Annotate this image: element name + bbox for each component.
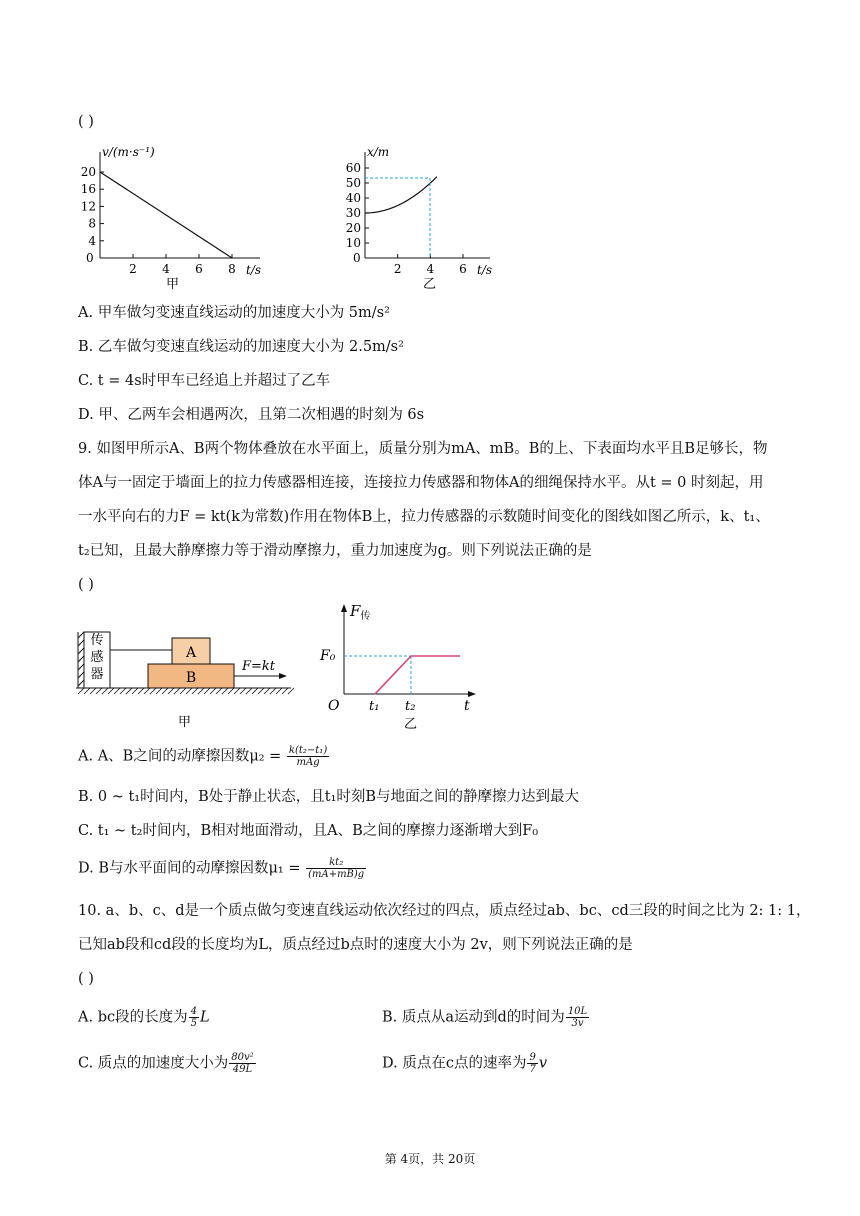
q8-jia-xtick: 8	[228, 262, 236, 276]
q9-origin: O	[328, 698, 340, 714]
block-a-label: A	[185, 645, 197, 661]
q10-option-a: A. bc段的长度为 $\frac{4}{5}$ L	[78, 1006, 210, 1029]
q9-force-line	[375, 656, 460, 694]
q10-option-c: C. 质点的加速度大小为 $\frac{\text{80v²}}{49L}$	[78, 1052, 254, 1075]
q9-stem-line-2: 体A与一固定于墙面上的拉力传感器相连接，连接拉力传感器和物体A的细绳保持水平。从t = 0 时刻起，用	[78, 475, 764, 491]
q8-jia-ylabel: v/(m·s⁻¹)	[102, 145, 155, 159]
q9-f0-label: F₀	[320, 648, 336, 664]
q8-yi-ytick: 40	[345, 191, 361, 205]
q8-jia-ytick: 12	[80, 199, 96, 214]
q9-option-c: C. t₁ ~ t₂时间内，B相对地面滑动，且A、B之间的摩擦力逐渐增大到F₀	[78, 823, 539, 839]
q10-stem-line-2: 已知ab段和cd段的长度均为L，质点经过b点时的速度大小为 2v，则下列说法正确的是	[78, 937, 633, 953]
q8-jia-origin: 0	[86, 251, 94, 265]
q8-yi-xtick: 2	[393, 262, 402, 276]
q8-option-b: B. 乙车做匀变速直线运动的加速度大小为 2.5m/s²	[78, 339, 404, 355]
q8-yi-xtick: 4	[426, 262, 435, 276]
q8-option-a: A. 甲车做匀变速直线运动的加速度大小为 5m/s²	[78, 305, 390, 321]
q8-yi-ytick: 30	[345, 206, 361, 220]
q9-stem-line-1: 9. 如图甲所示A、B两个物体叠放在水平面上，质量分别为mA、mB。B的上、下表面均水平且B足够长，物	[78, 441, 768, 457]
q8-yi-xtick: 6	[459, 262, 467, 276]
q8-yi-ytick: 50	[345, 176, 361, 190]
q8-yi-xlabel: t/s	[477, 263, 493, 277]
q9-fig-jia-caption: 甲	[178, 715, 192, 730]
sensor-label: 传感器	[90, 633, 104, 682]
q9-t2-label: t₂	[405, 699, 416, 714]
q8-jia-caption: 甲	[166, 277, 180, 290]
q9-option-b: B. 0 ~ t₁时间内，B处于静止状态，且t₁时刻B与地面之间的静摩擦力达到最大	[78, 789, 580, 805]
page-footer: 第 4页，共 20页	[384, 1152, 476, 1166]
q8-yi-ytick: 20	[345, 221, 361, 235]
force-label: F=kt	[242, 659, 276, 674]
q9-answer-paren: ( )	[78, 577, 94, 593]
q8-jia-xtick: 2	[129, 262, 137, 276]
q8-option-d: D. 甲、乙两车会相遇两次，且第二次相遇的时刻为 6s	[78, 407, 425, 423]
q8-jia-xtick: 6	[195, 262, 203, 276]
q10-option-b: B. 质点从a运动到d的时间为 $\frac{10L}{3v}$	[382, 1006, 588, 1029]
q8-jia-ytick: 16	[80, 182, 96, 197]
q9-chart-yi	[312, 600, 487, 735]
q8-answer-paren: ( )	[78, 114, 94, 130]
q8-yi-origin: 0	[353, 251, 361, 265]
q8-jia-v-line	[100, 172, 232, 258]
q9-stem-line-4: t₂已知，且最大静摩擦力等于滑动摩擦力，重力加速度为g。则下列说法正确的是	[78, 543, 592, 559]
q8-jia-xtick: 4	[162, 262, 170, 276]
q8-option-c: C. t = 4s时甲车已经追上并超过了乙车	[78, 373, 331, 389]
q8-jia-ytick: 4	[88, 233, 96, 248]
q8-yi-ytick: 60	[345, 161, 361, 175]
q8-chart-jia	[70, 140, 280, 290]
q9-option-d: D. B与水平面间的动摩擦因数μ₁ = $\frac{\text{kt₂}}{(mA+mB)g}$	[78, 857, 365, 880]
q8-yi-x-curve	[365, 177, 437, 213]
q9-figure-jia	[76, 628, 296, 730]
q9-yi-ylabel: $F_传$	[350, 602, 371, 622]
q10-answer-paren: ( )	[78, 971, 94, 987]
q8-jia-ytick: 8	[88, 216, 96, 231]
q10-stem-line-1: 10. a、b、c、d是一个质点做匀变速直线运动依次经过的四点，质点经过ab、bc、cd三段的时间之比为 2: 1: 1，	[78, 903, 811, 919]
q10-option-d: D. 质点在c点的速率为 $\frac{9}{7}$ v	[382, 1052, 548, 1075]
q8-yi-ytick: 10	[345, 236, 361, 250]
q9-yi-caption: 乙	[404, 717, 418, 732]
q8-jia-xlabel: t/s	[246, 263, 262, 277]
q8-yi-caption: 乙	[423, 277, 437, 290]
q9-t1-label: t₁	[369, 699, 380, 714]
q9-xlabel: t	[464, 698, 470, 714]
q9-stem-line-3: 一水平向右的力F = kt(k为常数)作用在物体B上，拉力传感器的示数随时间变化的图线如图乙所示，k、t₁、	[78, 509, 770, 525]
q9-option-a: A. A、B之间的动摩擦因数μ₂ = $\frac{\text{k(t₂−t₁)}}{\text{mAg}}$	[78, 745, 328, 768]
block-b-label: B	[185, 670, 197, 686]
q8-yi-ylabel: x/m	[367, 145, 390, 159]
q8-jia-ytick: 20	[80, 165, 96, 179]
q8-chart-yi	[335, 140, 510, 290]
